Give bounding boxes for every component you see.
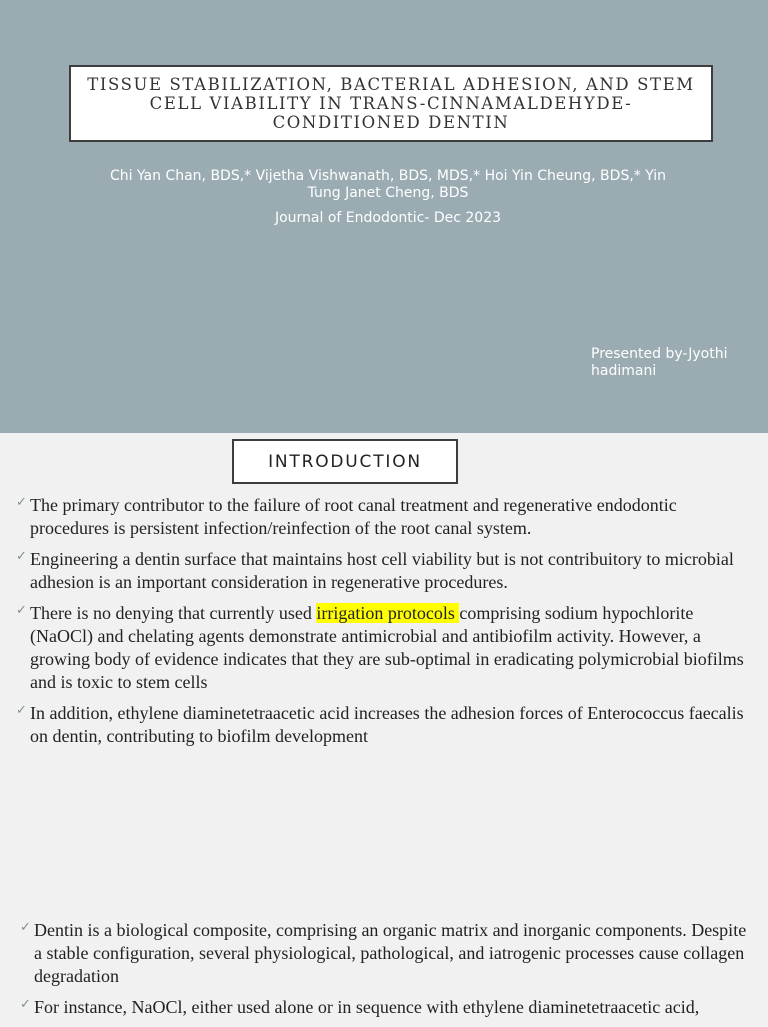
list-item <box>16 602 756 694</box>
bullet-list-lower <box>20 919 756 1027</box>
check-icon: ✓ <box>16 603 27 618</box>
check-icon: ✓ <box>16 549 27 564</box>
bullet-list <box>16 494 756 756</box>
slide-title: TISSUE STABILIZATION, BACTERIAL ADHESION, AND STEM CELL VIABILITY IN TRANS-CINNAMALDEHYDE-CONDITIONED DENTIN <box>87 75 695 132</box>
list-item <box>16 702 756 748</box>
bullet-text: For instance, NaOCl, either used alone or in sequence with ethylene diaminetetraacetic acid, <box>34 997 700 1017</box>
bullet-text-end: comprising sodium hypochlorite (NaOCl) and chelating agents demonstrate antimicrobial and antibiofilm activity. However, a growing body of evidence indicates that they are sub-optimal in eradicating polymicrobial biofilms and is toxic to stem cells <box>30 603 744 692</box>
bullet-text-start: There is no denying that currently used <box>30 603 317 623</box>
check-icon: ✓ <box>16 703 27 718</box>
highlighted-text: irrigation protocols <box>316 603 460 623</box>
list-item <box>16 548 756 594</box>
check-icon: ✓ <box>16 495 27 510</box>
bullet-text: In addition, ethylene diaminetetraacetic acid increases the adhesion forces of Enterococcus faecalis on dentin, contributing to biofilm development <box>30 703 744 746</box>
introduction-heading-box <box>232 439 458 484</box>
title-box <box>69 65 713 142</box>
authors-text: Chi Yan Chan, BDS,* Vijetha Vishwanath, BDS, MDS,* Hoi Yin Cheung, BDS,* Yin Tung Janet Cheng, BDS <box>109 168 667 201</box>
check-icon: ✓ <box>20 920 31 935</box>
bullet-text: Engineering a dentin surface that maintains host cell viability but is not contribuitory to microbial adhesion is an important consideration in regenerative procedures. <box>30 549 734 592</box>
journal-text: Journal of Endodontic- Dec 2023 <box>274 210 502 226</box>
title-slide <box>0 0 768 433</box>
introduction-heading: INTRODUCTION <box>268 451 422 472</box>
bullet-text: Dentin is a biological composite, comprising an organic matrix and inorganic components. Despite a stable configuration, several physiological, pathological, and iatrogenic processes cause collagen degradation <box>34 920 747 986</box>
list-item <box>20 919 756 988</box>
introduction-slide <box>0 433 768 1024</box>
check-icon: ✓ <box>20 997 31 1012</box>
presenter-text: Presented by-Jyothi hadimani <box>591 346 728 379</box>
bullet-text: The primary contributor to the failure of root canal treatment and regenerative endodontic procedures is persistent infection/reinfection of the root canal system. <box>30 495 677 538</box>
list-item <box>16 494 756 540</box>
list-item <box>20 996 756 1019</box>
